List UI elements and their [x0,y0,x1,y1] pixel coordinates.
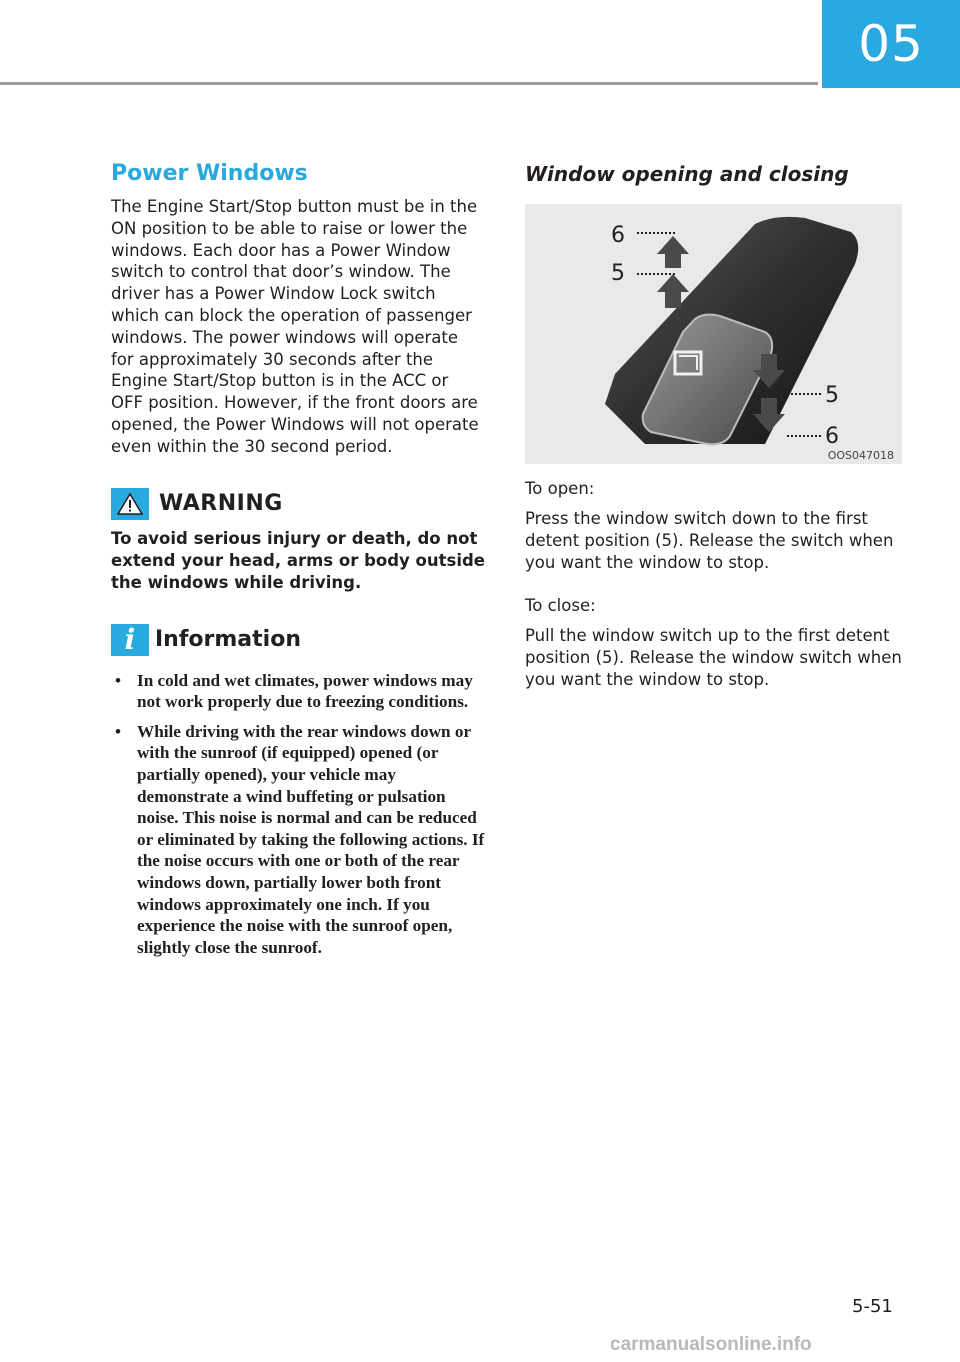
close-text: Pull the window switch up to the first detent position (5). Release the window switch when you want the window to stop. [525,626,902,689]
information-title: Information [155,627,301,653]
list-item: • While driving with the rear windows down or with the sunroof (if equipped) opened (or partially opened), your vehicle may demonstrate a wind buffeting or pulsation noise. This noise is normal and can be reduced or eliminated by taking the following actions. If the noise occurs with one or both of the rear windows down, partially lower both front windows approximately one inch. If you experience the noise with the sunroof open, slightly close the sunroof. [115,721,485,957]
bullet-icon: • [115,721,122,741]
window-switch-illustration [525,204,902,464]
warning-text: To avoid serious injury or death, do not extend your head, arms or body outside the windows while driving. [111,528,485,592]
label-down-bottom: 6 [825,424,839,449]
header-rule [0,82,818,85]
up-arrow-top [657,236,689,268]
subsection-title: Window opening and closing [525,162,849,186]
figure-code: OOS047018 [827,449,894,462]
information-icon: i [111,624,149,656]
label-up-first: 5 [611,261,625,286]
list-item: • In cold and wet climates, power windows may not work properly due to freezing conditions. [115,670,473,712]
information-header [111,624,485,656]
watermark: carmanualsonline.info [610,1334,812,1355]
warning-title: WARNING [159,491,283,517]
information-list [111,670,485,959]
right-column [525,160,903,691]
label-up-top: 6 [611,223,625,248]
left-column [111,160,485,966]
page-number: 5-51 [852,1296,893,1317]
open-text: Press the window switch down to the first detent position (5). Release the switch when you want the window to stop. [525,509,894,572]
intro-paragraph: The Engine Start/Stop button must be in the ON position to be able to raise or lower the windows. Each door has a Power Window switch to control that door’s window. The driver has a Power Window Lock switch which can block the operation of passenger windows. The power windows will operate for approximately 30 seconds after the Engine Start/Stop button is in the ACC or OFF position. However, if the front doors are opened, the Power Windows will not operate even within the 30 second period. [111,197,479,456]
warning-icon [111,488,149,520]
label-down-first: 5 [825,383,839,408]
window-switch-figure [525,204,902,464]
chapter-tab: 05 [822,0,960,88]
section-title: Power Windows [111,161,308,186]
bullet-icon: • [115,670,122,690]
warning-header [111,488,485,520]
close-label: To close: [525,596,596,616]
open-label: To open: [525,479,595,498]
